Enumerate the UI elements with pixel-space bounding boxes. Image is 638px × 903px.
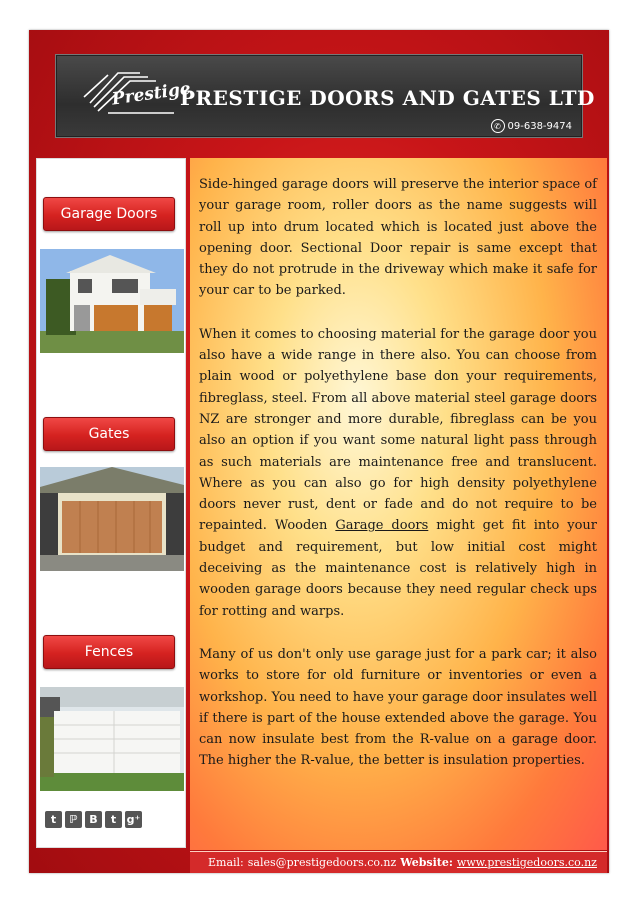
- website-link[interactable]: www.prestigedoors.co.nz: [456, 856, 597, 869]
- fences-image[interactable]: [40, 687, 184, 791]
- pinterest-icon[interactable]: ℙ: [65, 811, 82, 828]
- social-icons: [45, 811, 142, 828]
- paragraph-2-end: might get fit into your budget and requirement, but low initial cost might deceiving as the maintenance cost is relatively high in wooden garage doors because they need regular check ups for rotting and warps.: [199, 518, 598, 619]
- garage-doors-button[interactable]: Garage Doors: [43, 197, 175, 231]
- prestige-logo: [78, 67, 192, 119]
- phone-text: 09-638-9474: [507, 120, 572, 132]
- tumblr-t-icon[interactable]: t: [105, 811, 122, 828]
- email-label: Email:: [208, 856, 244, 869]
- fences-button[interactable]: Fences: [43, 635, 175, 669]
- paragraph-2: [199, 324, 597, 622]
- footer-bar: [190, 851, 607, 873]
- main-content: [190, 158, 607, 850]
- paragraph-1: Side-hinged garage doors will preserve the interior space of your garage room, roller doors as the name suggests will roll up into drum located which is located just above the opening door. Sectional Door repair is same except that they do not protrude in the driveway which make it safe for your car to be parked.: [199, 177, 597, 299]
- garage-doors-image[interactable]: [40, 249, 184, 353]
- garage-doors-link[interactable]: Garage doors: [335, 518, 429, 534]
- email-value[interactable]: sales@prestigedoors.co.nz: [247, 856, 397, 869]
- blogger-icon[interactable]: B: [85, 811, 102, 828]
- paragraph-3: Many of us don't only use garage just for a park car; it also works to store for old furniture or inventories or even a workshop. You need to have your garage door insulates well if there is part of the house extended above the garage. You can now insulate best from the R-value on a garage door. The higher the R-value, the better is insulation properties.: [199, 646, 597, 769]
- phone-icon: ✆: [491, 119, 505, 133]
- google-plus-icon[interactable]: g⁺: [126, 813, 141, 826]
- paragraph-2-start: When it comes to choosing material for the garage door you also have a wide range in there also. You can choose from plain wood or polyethylene base don your requirements, fibreglass, steel. From all above material steel garage doors NZ are stronger and more durable, fibreglass can be you also an option if you want some natural light pass through as such materials are maintenance free and translucent. Where as you can also go for high density polyethylene doors never rust, dent or fade and do not require to be repainted. Wooden: [199, 326, 597, 534]
- sidebar: [36, 158, 186, 848]
- tumblr-icon[interactable]: t: [45, 811, 62, 828]
- gates-image[interactable]: [40, 467, 184, 571]
- header-banner: [55, 54, 595, 138]
- company-name: PRESTIGE DOORS AND GATES LTD: [180, 86, 595, 110]
- website-label: Website:: [400, 856, 453, 869]
- svg-text:Prestige: Prestige: [110, 78, 192, 110]
- gates-button[interactable]: Gates: [43, 417, 175, 451]
- article-text: [199, 174, 597, 794]
- phone-number: [491, 119, 572, 133]
